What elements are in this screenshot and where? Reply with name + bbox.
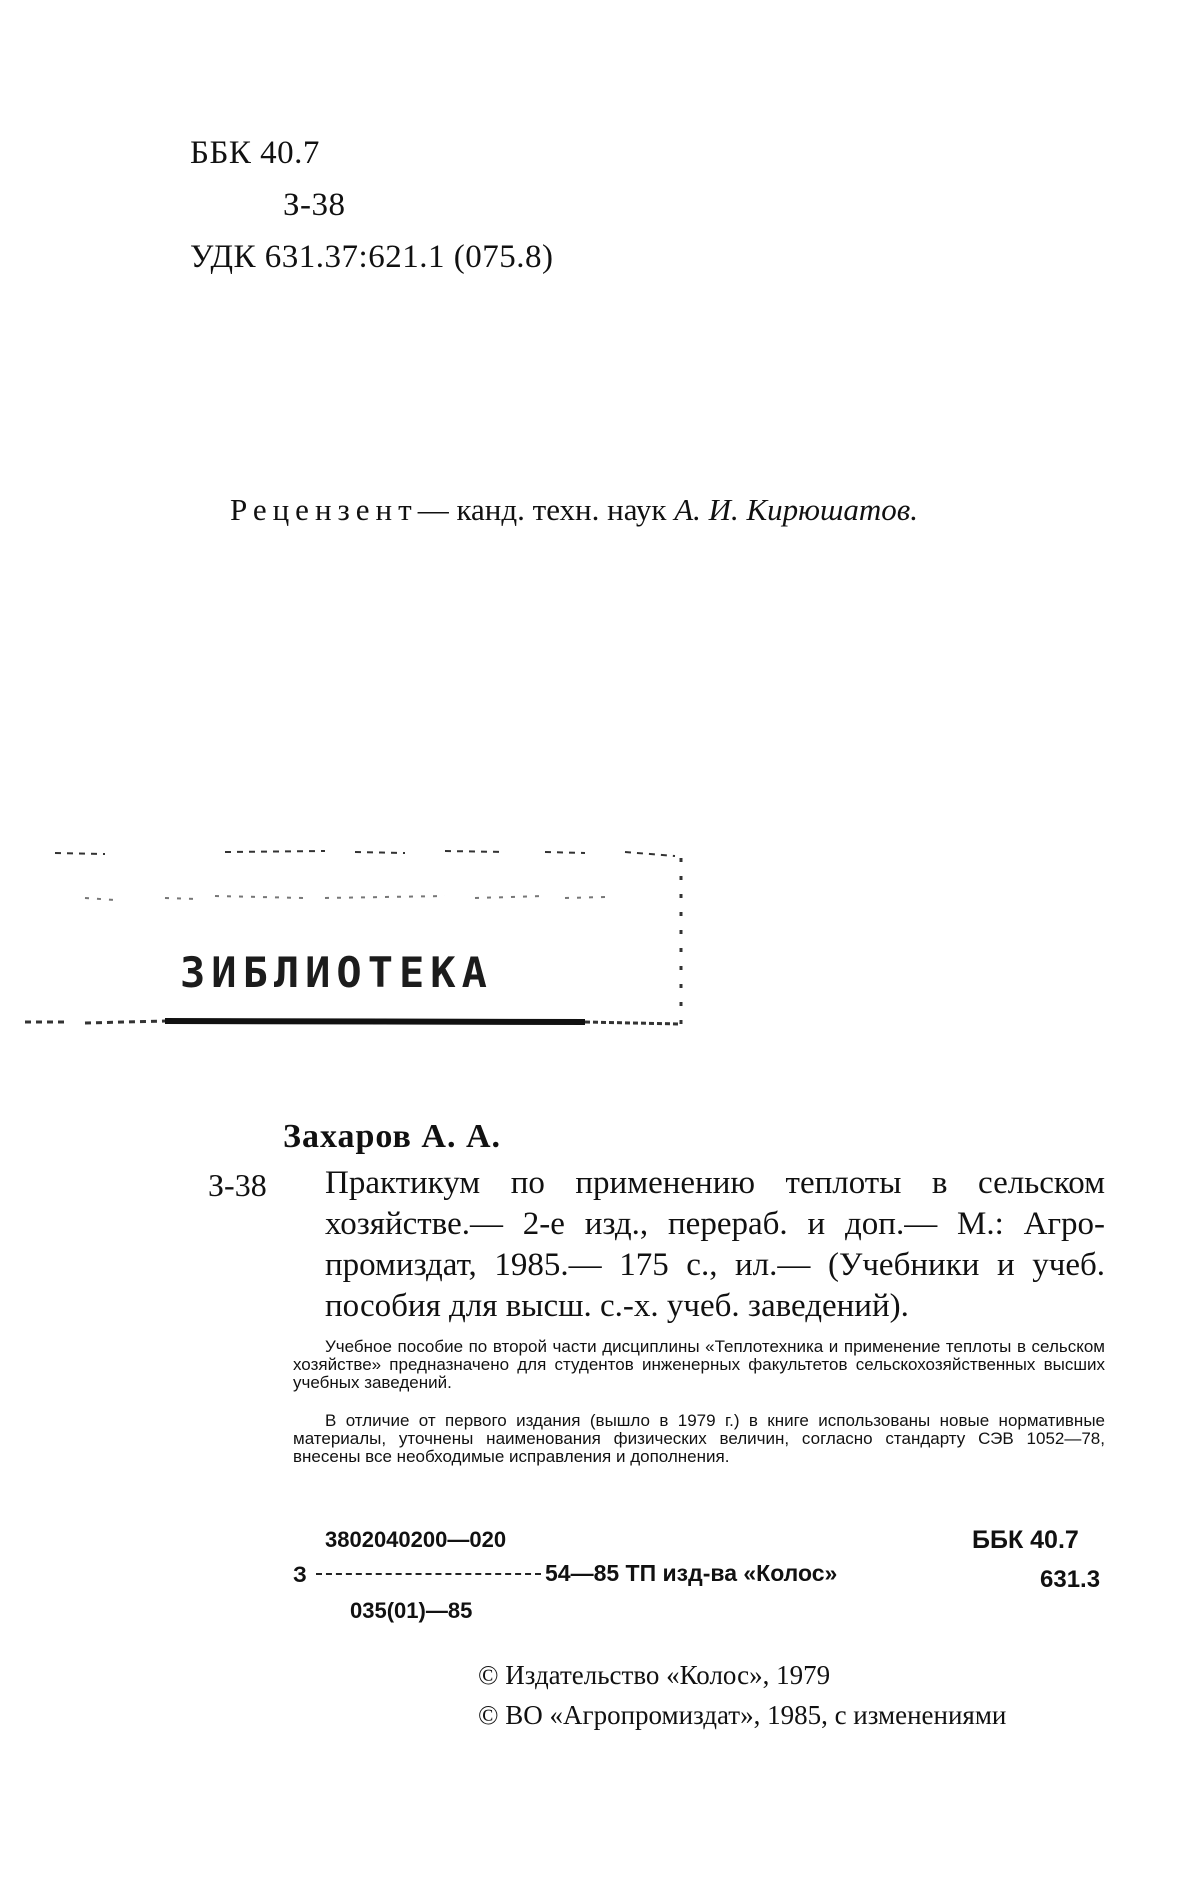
- copyright-line: © Издательство «Колос», 1979: [478, 1660, 831, 1690]
- reviewer-line: [230, 492, 918, 528]
- title-line: хозяйстве.— 2-е изд., перераб. и доп.— М.: Агро-: [325, 1206, 1105, 1242]
- author-code: З-38: [208, 1167, 267, 1203]
- reviewer-degree: — канд. техн. наук: [417, 492, 667, 527]
- title-line: промиздат, 1985.— 175 с., ил.— (Учебники и учеб.: [325, 1247, 1105, 1283]
- index-numerator: 3802040200—020: [325, 1527, 507, 1552]
- library-stamp: [25, 838, 685, 1038]
- stamp-text: ЗИБЛИОТЕКА: [180, 948, 493, 997]
- bbk-code-bottom: ББК 40.7: [972, 1526, 1079, 1554]
- annotation-paragraph: Учебное пособие по второй части дисциплины «Теплотехника и применение теплоты в сельском хозяйстве» предназначено для студентов инженерных факультетов сельскохозяйственных высших учебных заведений.: [293, 1337, 1105, 1392]
- bbk-code: ББК 40.7: [190, 135, 320, 171]
- title-line: пособия для высш. с.-х. учеб. заведений).: [325, 1288, 909, 1324]
- annotation-paragraph: В отличие от первого издания (вышло в 1979 г.) в книге использованы новые нормативные материалы, уточнены наименования физических величин, согласно стандарту СЭВ 1052—78, внесены все необходимые исправления и дополнения.: [293, 1411, 1105, 1466]
- index-publisher: 54—85 ТП изд-ва «Колос»: [545, 1560, 838, 1586]
- reviewer-name: А. И. Кирюшатов.: [674, 492, 918, 527]
- reviewer-label: Рецензент: [230, 492, 418, 527]
- fraction-line: [316, 1573, 541, 1575]
- bbk-subcode: 631.3: [1040, 1566, 1101, 1593]
- copyright-line: © ВО «Агропромиздат», 1985, с изменениями: [478, 1700, 1007, 1730]
- book-author: Захаров А. А.: [283, 1118, 502, 1155]
- udk-code: УДК 631.37:621.1 (075.8): [190, 239, 554, 275]
- index-denominator: 035(01)—85: [350, 1598, 473, 1623]
- author-mark: З-38: [283, 187, 346, 223]
- index-prefix: З: [293, 1562, 307, 1587]
- title-line: Практикум по применению теплоты в сельском: [325, 1165, 1105, 1201]
